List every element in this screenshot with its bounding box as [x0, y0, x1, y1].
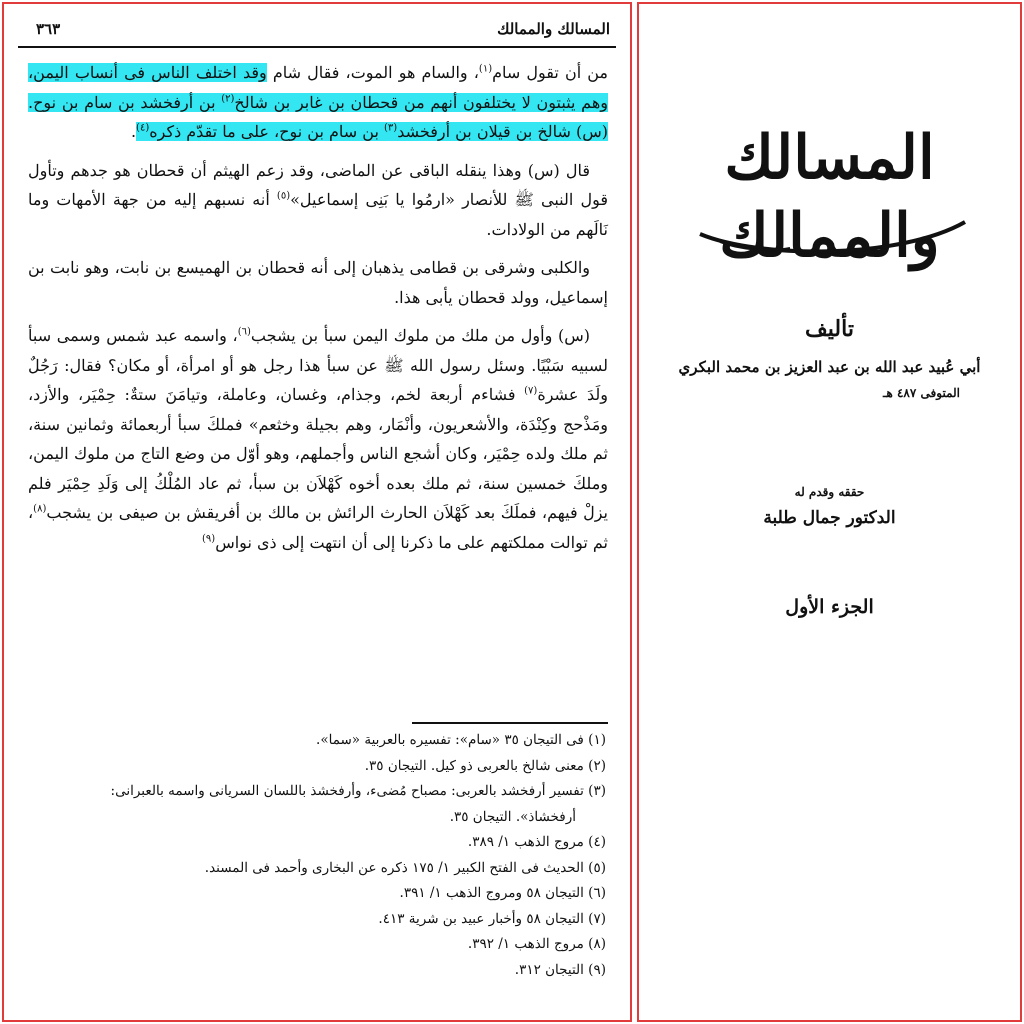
footnote: (٣) تفسير أرفخشد بالعربى: مصباح مُضىء، وأرفخشذ باللسان السريانى واسمه بالعبرانى: — [110, 783, 606, 799]
authored-by-label: تأليف — [805, 316, 854, 342]
footnote: (٥) الحديث فى الفتح الكبير ١/ ١٧٥ ذكره عن البخارى وأحمد فى المسند. — [204, 859, 606, 876]
footnote: (٨) مروج الذهب ١/ ٣٩٢. — [467, 936, 606, 952]
running-title: المسالك والممالك — [497, 20, 610, 38]
footnote-marker: (٣) — [384, 122, 398, 134]
footnotes — [28, 728, 606, 983]
text-run: ، واسمه عبد شمس وسمى سبأ لسبيه سَبْيًا. وسئل رسول الله ﷺ عن سبأ هذا رجل هو أو امرأة، أو مكان؟ فقال: رَجُلٌ ولَدَ عشرة — [28, 326, 609, 404]
footnote-marker: (٨) — [33, 503, 47, 515]
calligraphy-flourish — [680, 204, 980, 254]
author-name: أبي عُبيد عبد الله بن عبد العزيز بن محمد البكري — [678, 358, 981, 376]
paragraph — [28, 321, 608, 557]
footnote: (٤) مروج الذهب ١/ ٣٨٩. — [467, 834, 606, 850]
paragraph — [28, 58, 608, 147]
text-run: قال (س) وهذا ينقله الباقى عن الماضى، وقد زعم الهيثم أن قحطان هو جدهم وتأول قول النبى ﷺ للأنصار «ارمُوا يا بَنِى إسماعيل» — [28, 160, 608, 209]
footnote: (٧) التيجان ٥٨ وأخبار عبيد بن شرية ٤١٣. — [378, 910, 606, 927]
footnote: (٢) معنى شالخ بالعربى ذو كيل. التيجان ٣٥. — [364, 757, 606, 774]
author-death-date: المتوفى ٤٨٧ هـ — [882, 386, 960, 400]
footnote-continuation: أرفخشاذ». التيجان ٣٥. — [449, 808, 576, 825]
page-header — [18, 16, 616, 48]
editor-name: الدكتور جمال طلبة — [763, 508, 896, 528]
text-run: . — [130, 122, 137, 141]
footnote-marker: (٢) — [221, 93, 235, 105]
text-run: فشاءم أربعة لخم، وجذام، وغسان، وعاملة، وتيامَنَ ستةٌ: حِمْيَر، والأزد، ومَذْحج وكِنْدَة، والأشعريون، وأنْمَار، وهم بجيلة وخثعم» فملكَ سبأ أربعمائة وثمانين سنة، ثم ملك ولده حِمْيَر، وكان أشجع الناس وأجملهم، وهو أوّل من وضع التاج من ملوك اليمن، وملكَ خمسين سنة، ثم ملك بعده أخوه كَهْلاَن بن سبأ، ثم عاد المُلْكُ إلى وَلَدِ حِمْيَر فلم يزلْ فيهم، فملَكَ بعد كَهْلاَن الحارث الرائش بن مالك بن أفريقش بن صيفى بن يشجب — [28, 385, 608, 522]
footnote-marker: (٦) — [237, 326, 251, 338]
text-run: من أن تقول سام — [492, 63, 609, 82]
text-page — [2, 2, 632, 1022]
text-run: (س) وأول من ملك من ملوك اليمن سبأ بن يشجب — [250, 326, 591, 345]
footnote-marker: (٩) — [202, 533, 216, 545]
text-run: ، ثم توالت مملكتهم على ما ذكرنا إلى أن انتهت إلى ذى نواس — [28, 503, 608, 552]
paragraph — [28, 156, 608, 245]
book-title: المسالك والممالك — [719, 123, 940, 271]
title-page — [637, 2, 1022, 1022]
footnote-marker: (٥) — [276, 190, 291, 202]
main-text — [28, 58, 608, 566]
footnote-divider — [412, 722, 608, 724]
footnote: (٦) التيجان ٥٨ ومروج الذهب ١/ ٣٩١. — [399, 885, 606, 901]
footnote: (٩) التيجان ٣١٢. — [514, 961, 606, 978]
text-run: وقد اختلف الناس فى أنساب اليمن، وهم يثبتون لا يختلفون أنهم من قحطان بن غابر بن شالخ — [28, 63, 608, 112]
edited-by-label: حققه وقدم له — [794, 485, 865, 499]
volume-label: الجزء الأول — [785, 596, 874, 618]
footnote-marker: (٧) — [524, 385, 538, 397]
paragraph: والكلبى وشرقى بن قطامى يذهبان إلى أنه قحطان بن الهميسع بن نابت، وهو نابت بن إسماعيل، وولد قحطان يأبى هذا. — [28, 258, 608, 307]
text-run: أنه نسبهم إليه من جهة الأمهات وما نَالَهم من الولادات. — [28, 190, 608, 239]
footnote-marker: (٤) — [136, 122, 150, 134]
footnote-marker: (١) — [478, 63, 493, 75]
text-run: بن سام بن نوح، على ما تقدّم ذكره — [149, 122, 385, 141]
text-run: ، والسام هو الموت، فقال شام — [266, 63, 479, 82]
text-run: بن أرفخشد بن سام بن نوح. (س) شالخ بن قيلان بن أرفخشد — [28, 92, 608, 141]
page-number: ٣٦٣ — [36, 20, 61, 38]
footnote: (١) فى التيجان ٣٥ «سام»: تفسيره بالعربية «سما». — [316, 732, 606, 748]
